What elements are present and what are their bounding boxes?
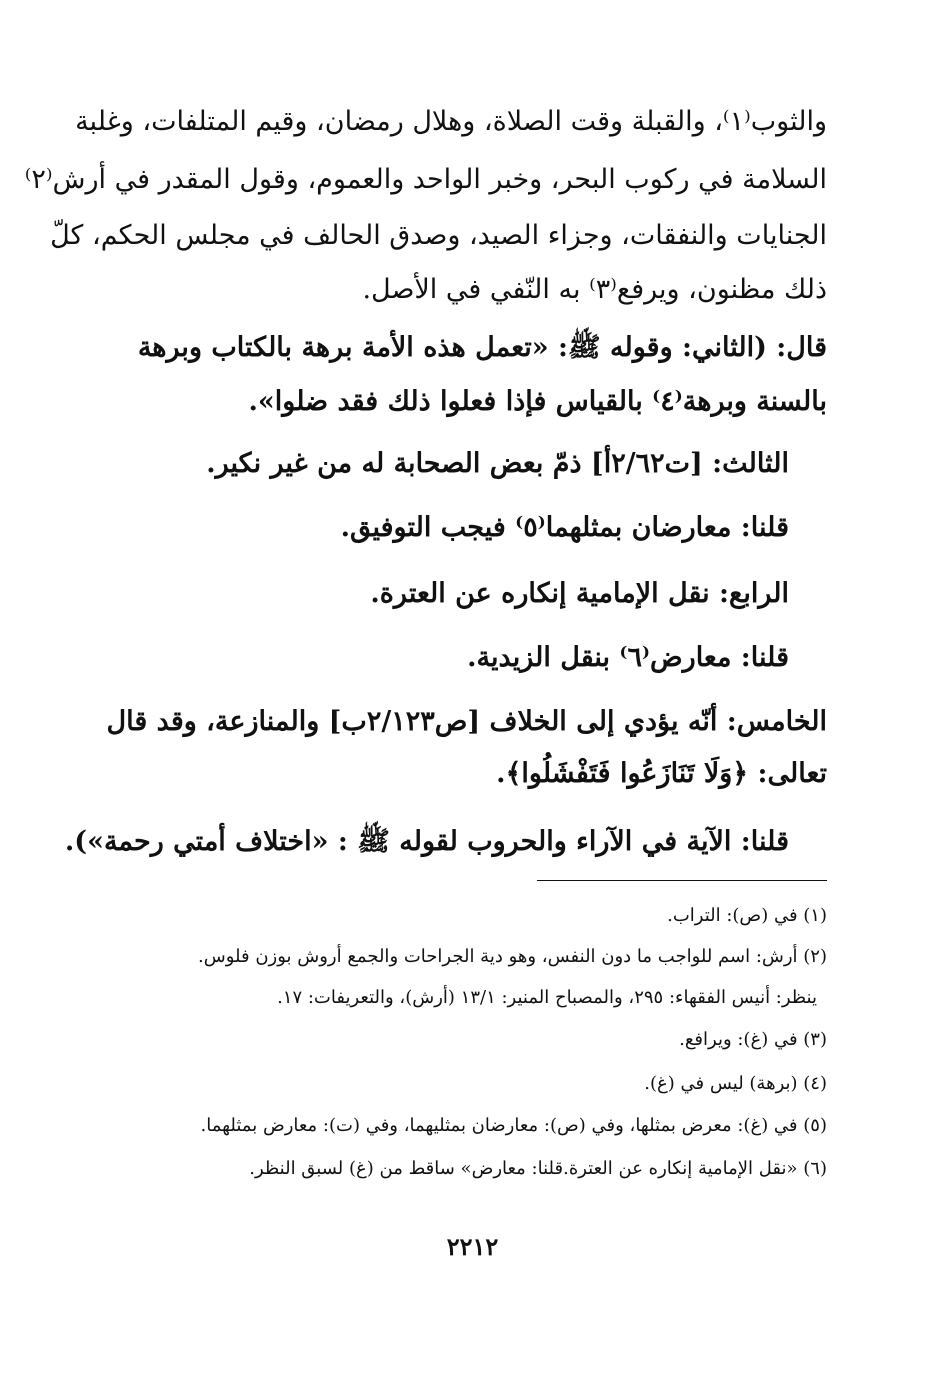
body-line-6: بالسنة وبرهة⁽٤⁾ بالقياس فإذا فعلوا ذلك فقد ضلوا».	[248, 386, 827, 417]
body-line-7: الثالث: [ت٢/٦٢أ] ذمّ بعض الصحابة له من غير نكير.	[206, 448, 789, 479]
body-line-11: الخامس: أنّه يؤدي إلى الخلاف [ص٢/١٢٣ب] والمنازعة، وقد قال	[106, 706, 827, 737]
footnote-4: (٤) (برهة) ليس في (غ).	[644, 1073, 827, 1094]
footnote-6: (٦) «نقل الإمامية إنكاره عن العترة.قلنا: معارض» ساقط من (غ) لسبق النظر.	[249, 1158, 827, 1179]
footnote-5: (٥) في (غ): معرض بمثلها، وفي (ص): معارضان بمثليهما، وفي (ت): معارض بمثلهما.	[200, 1115, 827, 1136]
body-line-12: تعالى: ﴿وَلَا تَنَازَعُوا فَتَفْشَلُوا﴾.	[496, 758, 827, 789]
footnote-1: (١) في (ص): التراب.	[667, 905, 827, 926]
body-line-10: قلنا: معارض⁽٦⁾ بنقل الزيدية.	[467, 642, 789, 673]
body-line-8: قلنا: معارضان بمثلهما⁽٥⁾ فيجب التوفيق.	[340, 512, 789, 543]
body-line-5: قال: (الثاني: وقوله ﷺ: «تعمل هذه الأمة برهة بالكتاب وبرهة	[137, 332, 827, 363]
body-line-3: الجنايات والنفقات، وجزاء الصيد، وصدق الحالف في مجلس الحكم، كلّ	[50, 220, 827, 251]
body-line-4: ذلك مظنون، ويرفع⁽٣⁾ به النّفي في الأصل.	[362, 274, 827, 305]
footnote-2: (٢) أرش: اسم للواجب ما دون النفس، وهو دية الجراحات والجمع أروش بوزن فلوس.	[198, 946, 827, 967]
body-line-1: والثوب⁽١⁾، والقبلة وقت الصلاة، وهلال رمضان، وقيم المتلفات، وغلبة	[75, 106, 827, 137]
body-line-13: قلنا: الآية في الآراء والحروب لقوله ﷺ : «اختلاف أمتي رحمة»).	[64, 826, 789, 857]
body-line-9: الرابع: نقل الإمامية إنكاره عن العترة.	[370, 578, 789, 609]
page-number: ٢٢١٢	[446, 1232, 499, 1261]
footnote-3: (٣) في (غ): ويرافع.	[679, 1029, 827, 1050]
body-line-2: السلامة في ركوب البحر، وخبر الواحد والعموم، وقول المقدر في أرش⁽٢⁾	[24, 164, 827, 195]
footnote-2-continuation: ينظر: أنيس الفقهاء: ٢٩٥، والمصباح المنير: ١٣/١ (أرش)، والتعريفات: ١٧.	[277, 987, 817, 1008]
footnote-separator	[537, 880, 827, 881]
